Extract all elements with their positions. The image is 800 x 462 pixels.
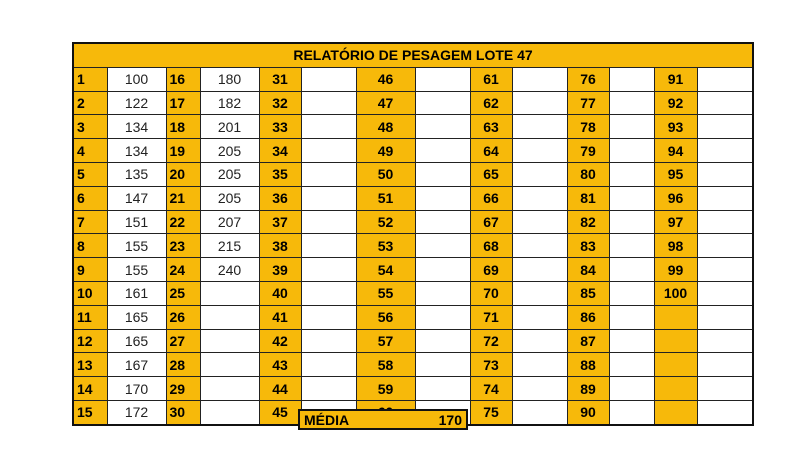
weight-cell [697, 139, 753, 163]
animal-number: 45 [259, 400, 301, 424]
animal-number: 68 [470, 234, 512, 258]
animal-number: 61 [470, 67, 512, 91]
animal-number: 97 [654, 210, 697, 234]
weight-cell [200, 305, 259, 329]
weight-cell: 151 [107, 210, 166, 234]
weight-cell [609, 186, 654, 210]
animal-number: 28 [166, 353, 200, 377]
weight-cell: 155 [107, 258, 166, 282]
animal-number: 92 [654, 91, 697, 115]
weight-cell [697, 210, 753, 234]
weight-cell [609, 353, 654, 377]
animal-number: 66 [470, 186, 512, 210]
weight-cell [301, 210, 356, 234]
report-title: RELATÓRIO DE PESAGEM LOTE 47 [73, 43, 753, 67]
weight-cell: 170 [107, 377, 166, 401]
animal-number: 34 [259, 139, 301, 163]
animal-number: 96 [654, 186, 697, 210]
animal-number: 69 [470, 258, 512, 282]
animal-number: 56 [356, 305, 415, 329]
weight-cell: 165 [107, 329, 166, 353]
weight-cell: 182 [200, 91, 259, 115]
weight-cell [609, 91, 654, 115]
weight-cell [512, 91, 567, 115]
weight-cell [609, 115, 654, 139]
weight-cell: 161 [107, 281, 166, 305]
average-label: MÉDIA [304, 411, 350, 428]
animal-number: 52 [356, 210, 415, 234]
weight-cell [200, 400, 259, 424]
weight-cell [609, 258, 654, 282]
animal-number: 2 [73, 91, 107, 115]
animal-number: 20 [166, 162, 200, 186]
table-row [73, 353, 753, 377]
weighing-report-table [72, 42, 754, 426]
weight-cell [200, 329, 259, 353]
animal-number: 53 [356, 234, 415, 258]
animal-number: 90 [567, 400, 609, 424]
animal-number: 89 [567, 377, 609, 401]
table-row [73, 210, 753, 234]
animal-number: 64 [470, 139, 512, 163]
weight-cell [301, 162, 356, 186]
animal-number: 39 [259, 258, 301, 282]
animal-number: 21 [166, 186, 200, 210]
animal-number: 74 [470, 377, 512, 401]
table-row [73, 258, 753, 282]
weight-cell [697, 67, 753, 91]
weight-cell [512, 281, 567, 305]
weight-cell [301, 139, 356, 163]
animal-number: 48 [356, 115, 415, 139]
table-row [73, 115, 753, 139]
weight-cell [609, 234, 654, 258]
weight-cell: 205 [200, 162, 259, 186]
animal-number: 99 [654, 258, 697, 282]
weight-cell [301, 67, 356, 91]
animal-number: 27 [166, 329, 200, 353]
animal-number: 73 [470, 353, 512, 377]
animal-number: 82 [567, 210, 609, 234]
weight-cell [415, 377, 470, 401]
weight-cell [697, 281, 753, 305]
weight-cell [609, 329, 654, 353]
weight-cell: 165 [107, 305, 166, 329]
weight-cell [512, 353, 567, 377]
weight-cell [415, 162, 470, 186]
animal-number: 46 [356, 67, 415, 91]
animal-number: 76 [567, 67, 609, 91]
animal-number: 3 [73, 115, 107, 139]
animal-number: 91 [654, 67, 697, 91]
animal-number: 36 [259, 186, 301, 210]
weight-cell [415, 91, 470, 115]
animal-number: 81 [567, 186, 609, 210]
weight-cell [512, 400, 567, 424]
animal-number: 24 [166, 258, 200, 282]
weight-cell [512, 258, 567, 282]
weight-cell [697, 91, 753, 115]
weight-cell [609, 67, 654, 91]
animal-number: 83 [567, 234, 609, 258]
weight-cell [301, 377, 356, 401]
weight-cell [609, 281, 654, 305]
weight-cell [512, 210, 567, 234]
weight-cell [697, 258, 753, 282]
animal-number: 7 [73, 210, 107, 234]
animal-number: 25 [166, 281, 200, 305]
animal-number: 87 [567, 329, 609, 353]
weight-cell [415, 281, 470, 305]
weight-cell [301, 186, 356, 210]
weight-cell: 240 [200, 258, 259, 282]
animal-number: 63 [470, 115, 512, 139]
animal-number: 79 [567, 139, 609, 163]
table-row [73, 234, 753, 258]
weight-cell: 207 [200, 210, 259, 234]
weight-cell [415, 305, 470, 329]
weight-cell [697, 329, 753, 353]
animal-number: 8 [73, 234, 107, 258]
table-row [73, 67, 753, 91]
animal-number: 26 [166, 305, 200, 329]
animal-number: 95 [654, 162, 697, 186]
table-row [73, 305, 753, 329]
animal-number: 84 [567, 258, 609, 282]
animal-number: 33 [259, 115, 301, 139]
weight-cell [697, 162, 753, 186]
weight-cell: 134 [107, 115, 166, 139]
weight-cell [301, 305, 356, 329]
animal-number: 43 [259, 353, 301, 377]
animal-number: 94 [654, 139, 697, 163]
animal-number: 16 [166, 67, 200, 91]
weight-cell: 100 [107, 67, 166, 91]
animal-number: 65 [470, 162, 512, 186]
animal-number: 49 [356, 139, 415, 163]
animal-number: 75 [470, 400, 512, 424]
animal-number: 80 [567, 162, 609, 186]
animal-number: 58 [356, 353, 415, 377]
animal-number: 11 [73, 305, 107, 329]
animal-number: 86 [567, 305, 609, 329]
weight-cell [415, 258, 470, 282]
animal-number: 35 [259, 162, 301, 186]
weight-cell: 134 [107, 139, 166, 163]
animal-number: 4 [73, 139, 107, 163]
weight-cell [415, 329, 470, 353]
weight-cell [512, 115, 567, 139]
weight-cell [697, 115, 753, 139]
average-value: 170 [438, 411, 462, 428]
weight-cell [609, 305, 654, 329]
animal-number: 85 [567, 281, 609, 305]
weight-cell [697, 377, 753, 401]
weight-cell: 167 [107, 353, 166, 377]
weight-cell [200, 353, 259, 377]
animal-number: 100 [654, 281, 697, 305]
weight-cell [512, 67, 567, 91]
animal-number: 6 [73, 186, 107, 210]
animal-number: 5 [73, 162, 107, 186]
animal-number: 62 [470, 91, 512, 115]
weight-cell [697, 234, 753, 258]
weight-cell [512, 377, 567, 401]
animal-number: 57 [356, 329, 415, 353]
empty-number-cell [654, 377, 697, 401]
weight-cell [415, 186, 470, 210]
animal-number: 32 [259, 91, 301, 115]
animal-number: 18 [166, 115, 200, 139]
average-box [298, 409, 468, 430]
weight-cell: 155 [107, 234, 166, 258]
animal-number: 1 [73, 67, 107, 91]
weight-cell [415, 234, 470, 258]
weight-cell [301, 329, 356, 353]
weight-cell [609, 139, 654, 163]
weight-cell: 172 [107, 400, 166, 424]
weight-cell [512, 139, 567, 163]
animal-number: 41 [259, 305, 301, 329]
animal-number: 38 [259, 234, 301, 258]
weight-cell [200, 281, 259, 305]
animal-number: 29 [166, 377, 200, 401]
animal-number: 14 [73, 377, 107, 401]
empty-number-cell [654, 329, 697, 353]
weight-cell: 201 [200, 115, 259, 139]
animal-number: 31 [259, 67, 301, 91]
weight-cell [415, 67, 470, 91]
animal-number: 71 [470, 305, 512, 329]
animal-number: 40 [259, 281, 301, 305]
weight-cell [415, 353, 470, 377]
weight-cell [301, 91, 356, 115]
table-row [73, 162, 753, 186]
animal-number: 22 [166, 210, 200, 234]
animal-number: 13 [73, 353, 107, 377]
weight-cell [512, 186, 567, 210]
weight-cell [512, 234, 567, 258]
weight-cell [609, 400, 654, 424]
weight-cell: 205 [200, 139, 259, 163]
animal-number: 51 [356, 186, 415, 210]
weight-cell [697, 353, 753, 377]
weight-cell [609, 377, 654, 401]
weight-cell [609, 162, 654, 186]
animal-number: 9 [73, 258, 107, 282]
weight-cell [512, 162, 567, 186]
weight-cell [301, 115, 356, 139]
animal-number: 93 [654, 115, 697, 139]
animal-number: 78 [567, 115, 609, 139]
table-row [73, 139, 753, 163]
weight-cell [697, 305, 753, 329]
weight-cell [415, 139, 470, 163]
table-row [73, 91, 753, 115]
animal-number: 12 [73, 329, 107, 353]
animal-number: 59 [356, 377, 415, 401]
animal-number: 23 [166, 234, 200, 258]
animal-number: 17 [166, 91, 200, 115]
table-row [73, 186, 753, 210]
empty-number-cell [654, 353, 697, 377]
animal-number: 19 [166, 139, 200, 163]
weight-cell [697, 400, 753, 424]
table-row [73, 329, 753, 353]
animal-number: 50 [356, 162, 415, 186]
animal-number: 54 [356, 258, 415, 282]
animal-number: 47 [356, 91, 415, 115]
animal-number: 42 [259, 329, 301, 353]
weight-cell [512, 329, 567, 353]
weight-cell [415, 115, 470, 139]
table-row [73, 281, 753, 305]
animal-number: 72 [470, 329, 512, 353]
empty-number-cell [654, 400, 697, 424]
animal-number: 30 [166, 400, 200, 424]
animal-number: 67 [470, 210, 512, 234]
animal-number: 15 [73, 400, 107, 424]
weight-cell: 205 [200, 186, 259, 210]
animal-number: 70 [470, 281, 512, 305]
animal-number: 55 [356, 281, 415, 305]
table-row [73, 377, 753, 401]
weight-cell [697, 186, 753, 210]
animal-number: 37 [259, 210, 301, 234]
weight-cell: 215 [200, 234, 259, 258]
weight-cell [415, 210, 470, 234]
weight-cell [301, 281, 356, 305]
weight-cell [301, 258, 356, 282]
animal-number: 77 [567, 91, 609, 115]
weight-cell: 147 [107, 186, 166, 210]
weight-cell [512, 305, 567, 329]
weight-cell [609, 210, 654, 234]
weight-cell [200, 377, 259, 401]
empty-number-cell [654, 305, 697, 329]
weight-cell: 180 [200, 67, 259, 91]
weight-cell [301, 234, 356, 258]
animal-number: 88 [567, 353, 609, 377]
animal-number: 10 [73, 281, 107, 305]
weight-cell: 135 [107, 162, 166, 186]
animal-number: 98 [654, 234, 697, 258]
animal-number: 44 [259, 377, 301, 401]
weight-cell [301, 353, 356, 377]
weight-cell: 122 [107, 91, 166, 115]
